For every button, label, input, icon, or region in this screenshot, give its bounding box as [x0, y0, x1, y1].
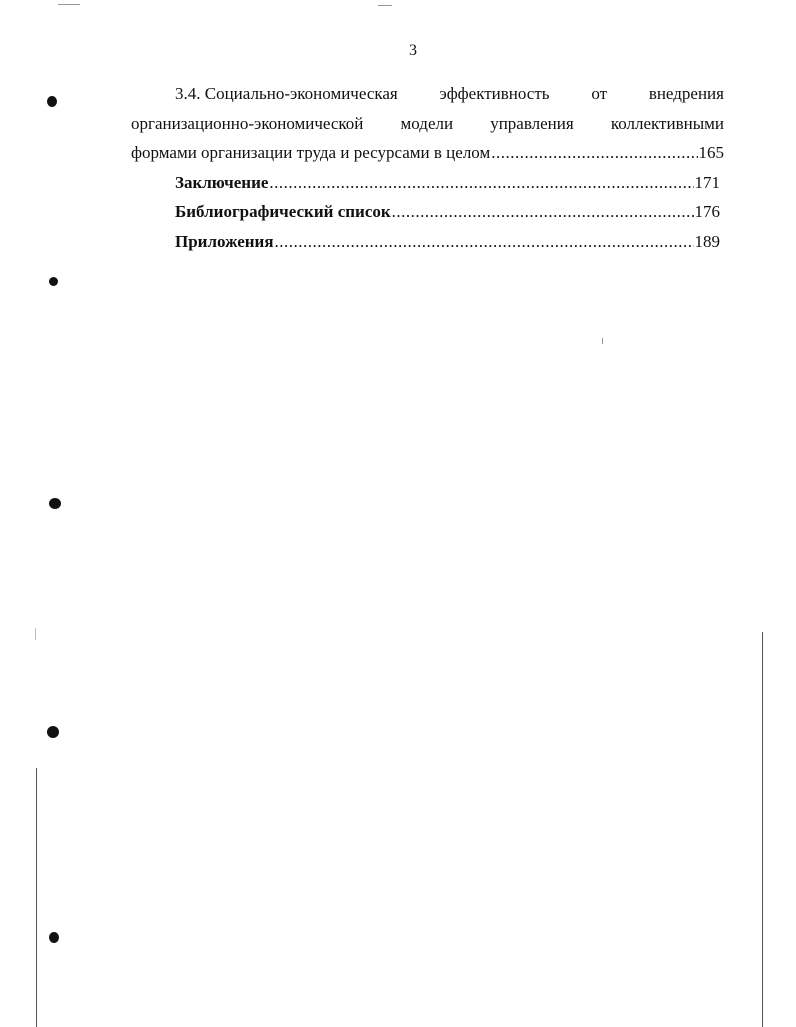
toc-entry-appendices	[131, 227, 724, 257]
toc-entry-3-4-line-1	[131, 79, 724, 109]
toc-entry-bibliography	[131, 197, 724, 227]
toc-entry-page: 171	[694, 172, 720, 192]
toc-word: управления	[490, 113, 574, 133]
dot-leader	[269, 168, 693, 198]
page-number: 3	[409, 42, 417, 59]
punch-hole-mark	[49, 277, 58, 286]
toc-word: модели	[400, 113, 454, 133]
toc-entry-page: 176	[694, 202, 720, 221]
toc-entry-conclusion	[131, 168, 724, 198]
scan-edge-left	[36, 768, 37, 1027]
toc-entry-title: Библиографический список	[175, 202, 391, 221]
scan-speck	[602, 338, 603, 344]
punch-hole-mark	[49, 498, 61, 509]
punch-hole-mark	[49, 932, 59, 943]
dot-leader	[275, 227, 694, 257]
toc-entry-title: Приложения	[175, 231, 274, 251]
toc-entry-page: 165	[698, 143, 724, 162]
scan-mark-top-left	[58, 4, 80, 5]
dot-leader	[392, 197, 694, 227]
toc-entry-page: 189	[694, 231, 720, 251]
toc-word: внедрения	[648, 84, 724, 103]
toc-word: организационно-экономической	[131, 113, 364, 133]
toc-entry-3-4-line-3	[131, 138, 724, 168]
toc-word: эффективность	[439, 84, 550, 103]
scan-edge-left-faint	[35, 628, 36, 640]
table-of-contents	[131, 79, 724, 256]
punch-hole-mark	[47, 726, 59, 738]
dot-leader	[491, 138, 697, 168]
scan-mark-top-center	[378, 5, 392, 6]
scan-edge-right	[762, 632, 763, 1027]
toc-entry-3-4-line-2	[131, 109, 724, 139]
toc-word: 3.4. Социально-экономическая	[175, 84, 398, 103]
punch-hole-mark	[47, 96, 57, 107]
toc-entry-title: Заключение	[175, 172, 269, 192]
toc-entry-title: формами организации труда и ресурсами в целом	[131, 143, 491, 162]
toc-word: коллективными	[610, 113, 724, 133]
toc-word: от	[591, 84, 608, 103]
